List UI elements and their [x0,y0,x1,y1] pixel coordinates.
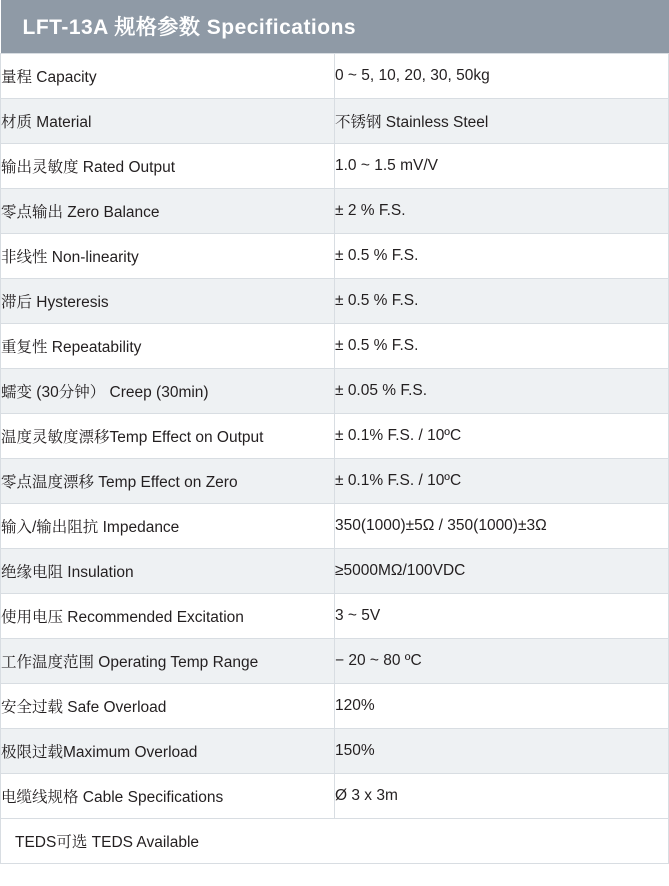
spec-label: 量程 Capacity [1,54,335,99]
table-footer-row [1,819,669,864]
table-row [1,279,669,324]
spec-label: 材质 Material [1,99,335,144]
spec-label: 电缆线规格 Cable Specifications [1,774,335,819]
table-row [1,234,669,279]
page-title: LFT-13A 规格参数 Specifications [1,0,669,54]
table-row [1,774,669,819]
spec-label: 零点温度漂移 Temp Effect on Zero [1,459,335,504]
table-row [1,369,669,414]
table-row [1,54,669,99]
spec-value: − 20 ~ 80 ºC [335,639,669,684]
table-row [1,144,669,189]
spec-label: 绝缘电阻 Insulation [1,549,335,594]
spec-label: 输出灵敏度 Rated Output [1,144,335,189]
spec-label: 工作温度范围 Operating Temp Range [1,639,335,684]
teds-note: TEDS可选 TEDS Available [1,819,669,864]
table-row [1,684,669,729]
spec-value: ± 0.5 % F.S. [335,279,669,324]
spec-label: 安全过载 Safe Overload [1,684,335,729]
table-row [1,549,669,594]
table-row [1,639,669,684]
spec-label: 蠕变 (30分钟） Creep (30min) [1,369,335,414]
spec-label: 使用电压 Recommended Excitation [1,594,335,639]
spec-value: ± 0.05 % F.S. [335,369,669,414]
spec-value: 1.0 ~ 1.5 mV/V [335,144,669,189]
spec-label: 极限过载Maximum Overload [1,729,335,774]
spec-value: 350(1000)±5Ω / 350(1000)±3Ω [335,504,669,549]
table-row [1,504,669,549]
spec-value: ≥5000MΩ/100VDC [335,549,669,594]
table-row [1,99,669,144]
spec-value: ± 0.5 % F.S. [335,234,669,279]
spec-value: 120% [335,684,669,729]
spec-value: 150% [335,729,669,774]
spec-value: Ø 3 x 3m [335,774,669,819]
table-row [1,414,669,459]
spec-label: 温度灵敏度漂移Temp Effect on Output [1,414,335,459]
spec-value: 不锈钢 Stainless Steel [335,99,669,144]
spec-label: 输入/输出阻抗 Impedance [1,504,335,549]
table-row [1,729,669,774]
table-header-row [1,0,669,54]
spec-value: ± 2 % F.S. [335,189,669,234]
spec-value: 3 ~ 5V [335,594,669,639]
table-row [1,189,669,234]
table-row [1,324,669,369]
spec-value: ± 0.1% F.S. / 10ºC [335,414,669,459]
spec-label: 重复性 Repeatability [1,324,335,369]
table-row [1,594,669,639]
spec-value: ± 0.5 % F.S. [335,324,669,369]
spec-value: ± 0.1% F.S. / 10ºC [335,459,669,504]
specifications-table-body [1,0,669,864]
spec-label: 零点输出 Zero Balance [1,189,335,234]
table-row [1,459,669,504]
spec-label: 非线性 Non-linearity [1,234,335,279]
spec-value: 0 ~ 5, 10, 20, 30, 50kg [335,54,669,99]
spec-label: 滞后 Hysteresis [1,279,335,324]
